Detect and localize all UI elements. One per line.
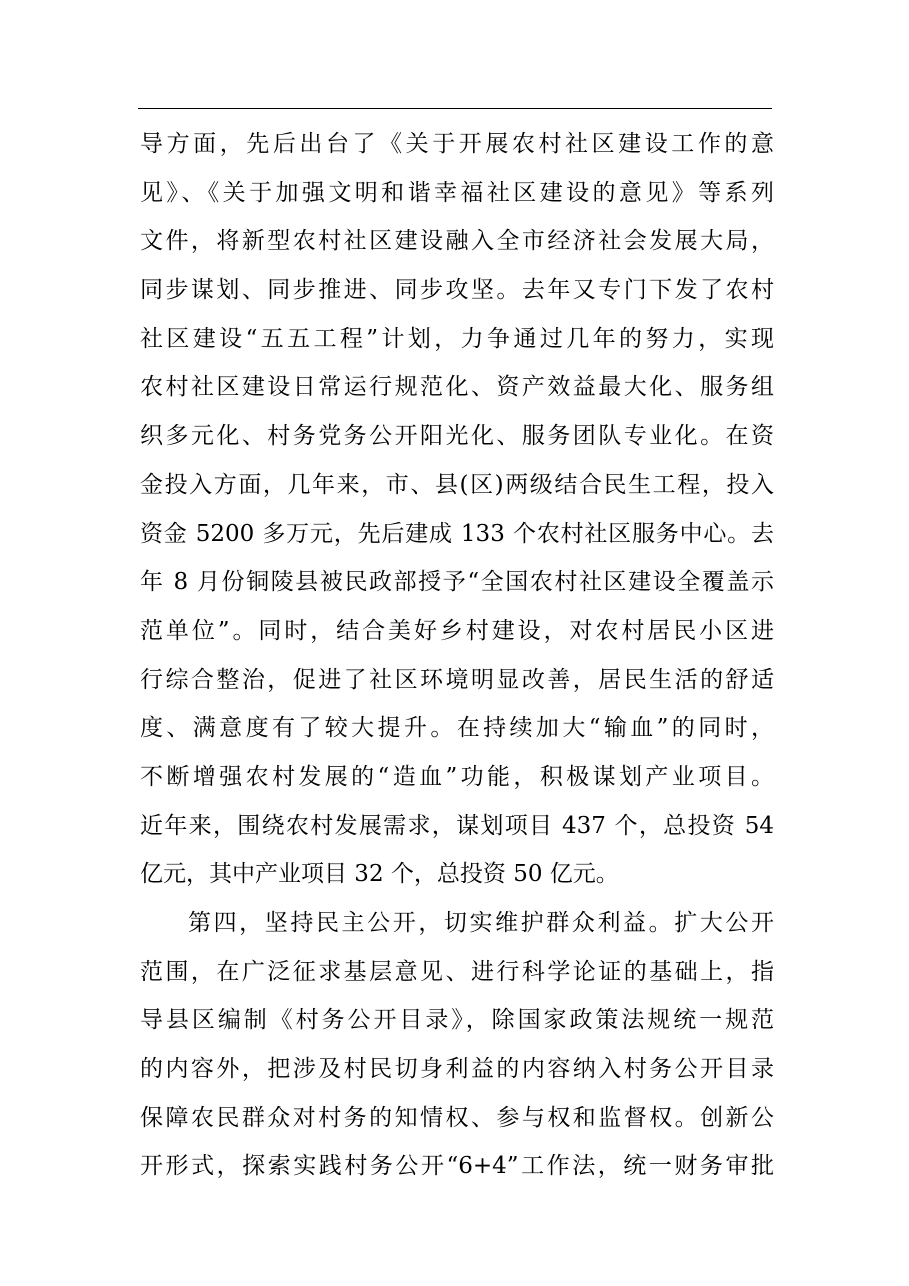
- text-line: 见》、《关于加强文明和谐幸福社区建设的意见》等系列: [140, 179, 774, 206]
- text-line: 金投入方面，几年来，市、县(区)两级结合民生工程，投入: [140, 471, 774, 498]
- text-line: 资金 5200 多万元，先后建成 133 个农村社区服务中心。去: [140, 520, 774, 547]
- text-line: 同步谋划、同步推进、同步攻坚。去年又专门下发了农村: [140, 277, 774, 304]
- text-line: 行综合整治，促进了社区环境明显改善，居民生活的舒适: [140, 666, 774, 693]
- text-line: 社区建设“五五工程”计划，力争通过几年的努力，实现: [140, 325, 774, 352]
- text-line: 导县区编制《村务公开目录》，除国家政策法规统一规范: [140, 1007, 774, 1034]
- text-line: 开形式，探索实践村务公开“6+4”工作法，统一财务审批: [140, 1153, 774, 1180]
- text-line: 度、满意度有了较大提升。在持续加大“输血”的同时，: [140, 715, 774, 742]
- text-line: 亿元，其中产业项目 32 个，总投资 50 亿元。: [140, 861, 619, 888]
- text-line: 农村社区建设日常运行规范化、资产效益最大化、服务组: [140, 374, 774, 401]
- text-line: 织多元化、村务党务公开阳光化、服务团队专业化。在资: [140, 423, 774, 450]
- text-line: 年 8 月份铜陵县被民政部授予“全国农村社区建设全覆盖示: [140, 569, 774, 596]
- header-rule: [138, 108, 772, 109]
- text-line: 范单位”。同时，结合美好乡村建设，对农村居民小区进: [140, 617, 774, 644]
- text-line: 不断增强农村发展的“造血”功能，积极谋划产业项目。: [140, 763, 774, 790]
- text-line: 近年来，围绕农村发展需求，谋划项目 437 个，总投资 54: [140, 812, 774, 839]
- text-line: 导方面，先后出台了《关于开展农村社区建设工作的意: [140, 131, 774, 157]
- text-line: 的内容外，把涉及村民切身利益的内容纳入村务公开目录: [140, 1056, 774, 1083]
- body-text: [140, 120, 774, 1191]
- text-line: 范围，在广泛征求基层意见、进行科学论证的基础上，指: [140, 958, 774, 985]
- text-line: 文件，将新型农村社区建设融入全市经济社会发展大局，: [140, 228, 774, 255]
- text-line: 保障农民群众对村务的知情权、参与权和监督权。创新公: [140, 1104, 774, 1131]
- paragraph-first-line: 第四，坚持民主公开，切实维护群众利益。扩大公开: [188, 910, 774, 936]
